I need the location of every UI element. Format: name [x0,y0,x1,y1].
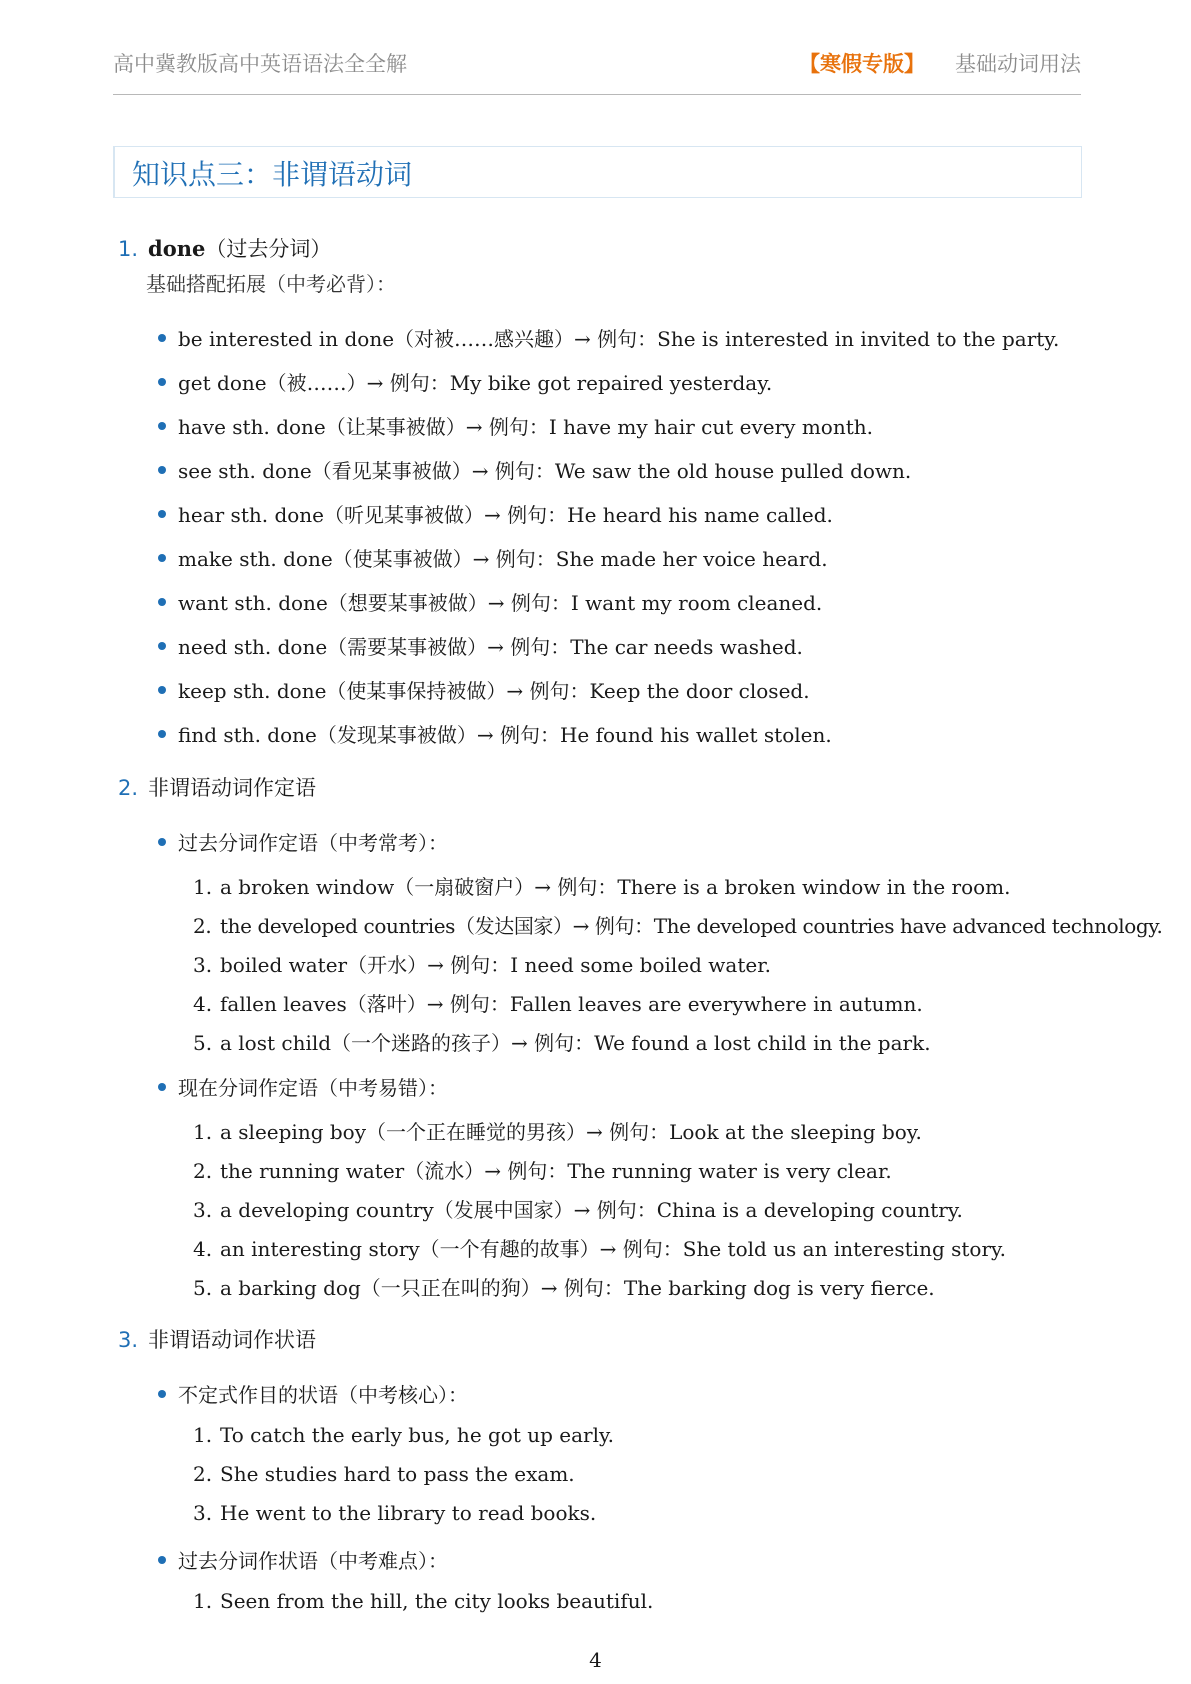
bullet-dot [158,642,166,650]
list-item: hear sth. done（听见某事被做）→ 例句：He heard his name called. [158,499,813,528]
list-item: see sth. done（看见某事被做）→ 例句：We saw the old house pulled down. [158,455,891,484]
numbered-item: 1. a sleeping boy（一个正在睡觉的男孩）→ 例句：Look at the sleeping boy. [193,1120,922,1144]
page-header [113,40,1081,95]
numbered-item: 3. a developing country（发展中国家）→ 例句：China is a developing country. [193,1198,963,1222]
subline: 基础搭配拓展（中考必背）： [146,272,396,296]
bullet-dot [158,730,166,738]
numbered-item: 2. the developed countries（发达国家）→ 例句：The developed countries have advanced technology. [193,914,1163,938]
section-title-box [113,146,1082,198]
group-label: 过去分词作定语（中考常考）： [158,827,428,856]
bullet-dot [158,598,166,606]
group-label: 不定式作目的状语（中考核心）： [158,1379,448,1408]
group-label: 现在分词作定语（中考易错）： [158,1072,428,1101]
numbered-item: 3. boiled water（开水）→ 例句：I need some boiled water. [193,953,771,977]
list-item: want sth. done（想要某事被做）→ 例句：I want my room cleaned. [158,587,802,616]
numbered-item: 5. a lost child（一个迷路的孩子）→ 例句：We found a lost child in the park. [193,1031,931,1055]
heading-3 [118,1324,316,1354]
numbered-item: 1. To catch the early bus, he got up early. [193,1423,615,1447]
bullet-dot [158,510,166,518]
group-label: 过去分词作状语（中考难点）： [158,1545,428,1574]
heading-number: 3. [118,1328,139,1352]
heading-title-en: done [148,236,206,261]
numbered-item: 2. the running water（流水）→ 例句：The running water is very clear. [193,1159,892,1183]
bullet-dot [158,1556,166,1564]
list-item: make sth. done（使某事被做）→ 例句：She made her voice heard. [158,543,808,572]
header-subject: 基础动词用法 [955,52,1081,76]
list-item: find sth. done（发现某事被做）→ 例句：He found his wallet stolen. [158,719,812,748]
page-number: 4 [589,1648,602,1672]
heading-title-cn: （过去分词） [205,237,332,261]
heading-2 [118,772,316,802]
list-item: be interested in done（对被……感兴趣）→ 例句：She is interested in invited to the party. [158,323,1039,352]
numbered-item: 5. a barking dog（一只正在叫的狗）→ 例句：The barking dog is very fierce. [193,1276,935,1300]
numbered-item: 4. an interesting story（一个有趣的故事）→ 例句：She told us an interesting story. [193,1237,1007,1261]
numbered-item: 1. a broken window（一扇破窗户）→ 例句：There is a broken window in the room. [193,875,1011,899]
heading-number: 1. [118,237,139,261]
heading-title: 非谓语动词作状语 [148,1328,317,1352]
bullet-dot [158,422,166,430]
numbered-item: 2. She studies hard to pass the exam. [193,1462,575,1486]
list-item: keep sth. done（使某事保持被做）→ 例句：Keep the door closed. [158,675,790,704]
section-title: 知识点三：非谓语动词 [132,158,413,191]
list-item: need sth. done（需要某事被做）→ 例句：The car needs washed. [158,631,783,660]
heading-1 [118,233,331,263]
header-right [799,48,1081,78]
bullet-dot [158,466,166,474]
header-edition-tag: 【寒假专版】 [799,52,925,76]
bullet-dot [158,554,166,562]
list-item: have sth. done（让某事被做）→ 例句：I have my hair cut every month. [158,411,853,440]
bullet-dot [158,686,166,694]
list-item: get done（被……）→ 例句：My bike got repaired yesterday. [158,367,752,396]
numbered-item: 3. He went to the library to read books. [193,1501,597,1525]
bullet-dot [158,1390,166,1398]
bullet-dot [158,1083,166,1091]
numbered-item: 4. fallen leaves（落叶）→ 例句：Fallen leaves are everywhere in autumn. [193,992,923,1016]
bullet-dot [158,838,166,846]
bullet-dot [158,378,166,386]
header-book-title: 高中冀教版高中英语语法全全解 [113,52,407,76]
numbered-item: 1. Seen from the hill, the city looks beautiful. [193,1589,654,1613]
heading-title: 非谓语动词作定语 [148,776,317,800]
bullet-dot [158,334,166,342]
heading-number: 2. [118,776,139,800]
